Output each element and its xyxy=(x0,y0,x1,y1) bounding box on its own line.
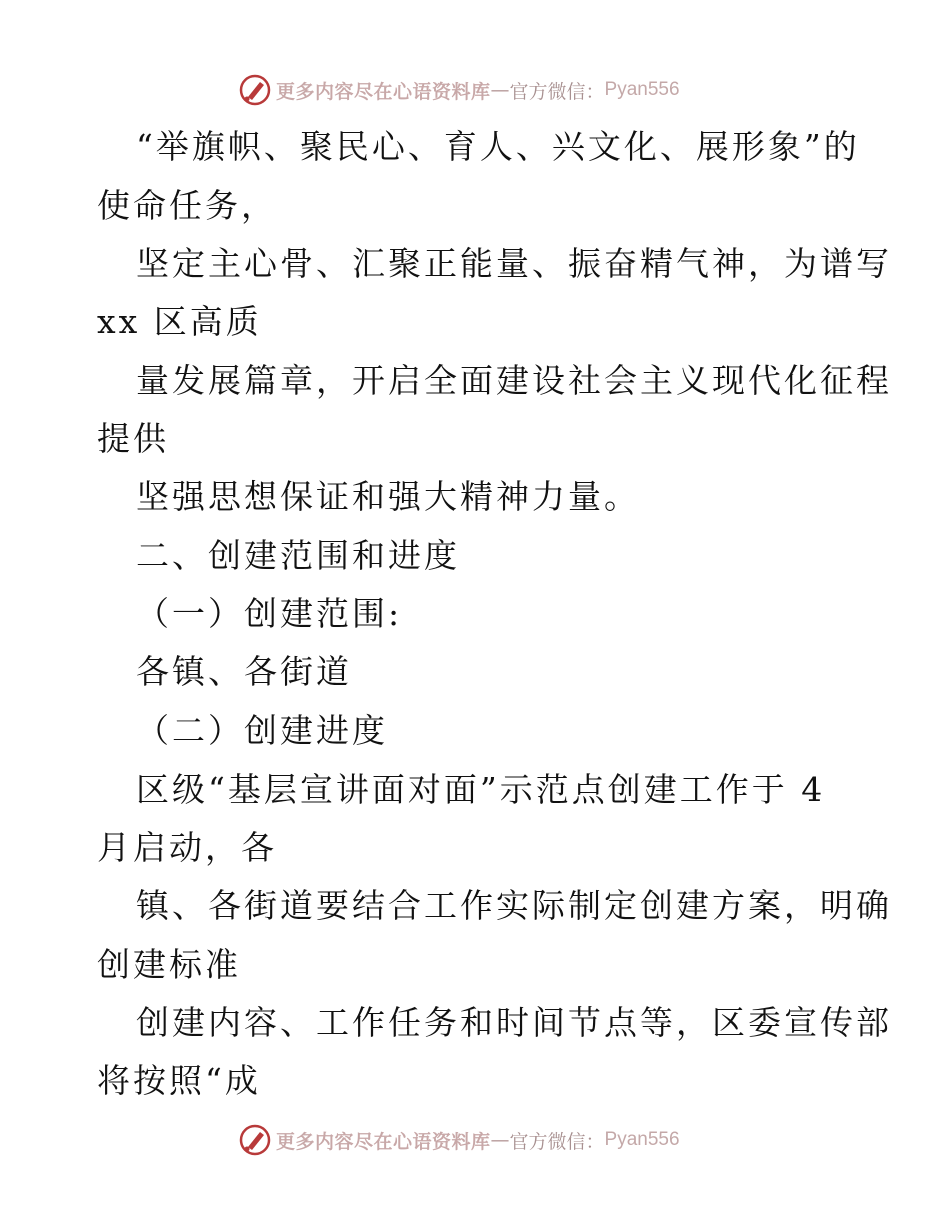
watermark-official-label: 官方微信： xyxy=(509,1130,605,1153)
pen-logo-icon xyxy=(238,1123,272,1157)
body-line: 将按照“成 xyxy=(97,1061,261,1100)
subsection-heading: （二）创建进度 xyxy=(136,711,388,750)
body-line: 创建标准 xyxy=(97,945,241,984)
watermark-wechat-id: Pyan556 xyxy=(604,1129,680,1150)
body-line: 区级“基层宣讲面对面”示范点创建工作于 4 xyxy=(136,770,826,809)
body-line: 坚定主心骨、汇聚正能量、振奋精气神，为谱写 xyxy=(136,244,892,283)
body-line: 量发展篇章，开启全面建设社会主义现代化征程 xyxy=(136,361,892,400)
header-watermark xyxy=(238,72,680,108)
watermark-dash: — xyxy=(490,1129,510,1151)
watermark-wechat-id: Pyan556 xyxy=(604,79,680,100)
body-line: “举旗帜、聚民心、育人、兴文化、展形象”的 xyxy=(136,127,860,166)
watermark-dash: — xyxy=(490,79,510,101)
subsection-heading: （一）创建范围: xyxy=(136,594,403,633)
body-line: 创建内容、工作任务和时间节点等，区委宣传部 xyxy=(136,1003,892,1042)
watermark-brand: 更多内容尽在心语资料库 xyxy=(276,80,491,103)
section-heading: 二、创建范围和进度 xyxy=(136,536,460,575)
body-line: 使命任务， xyxy=(97,186,277,225)
watermark-official-label: 官方微信： xyxy=(509,80,605,103)
body-line: 提供 xyxy=(97,419,169,458)
pen-logo-icon xyxy=(238,73,272,107)
body-line: 各镇、各街道 xyxy=(136,652,352,691)
body-line: 坚强思想保证和强大精神力量。 xyxy=(136,477,640,516)
footer-watermark xyxy=(238,1122,680,1158)
body-line: 月启动，各 xyxy=(97,828,277,867)
watermark-brand: 更多内容尽在心语资料库 xyxy=(276,1130,491,1153)
body-line: xx 区高质 xyxy=(97,302,262,341)
body-line: 镇、各街道要结合工作实际制定创建方案，明确 xyxy=(136,886,892,925)
